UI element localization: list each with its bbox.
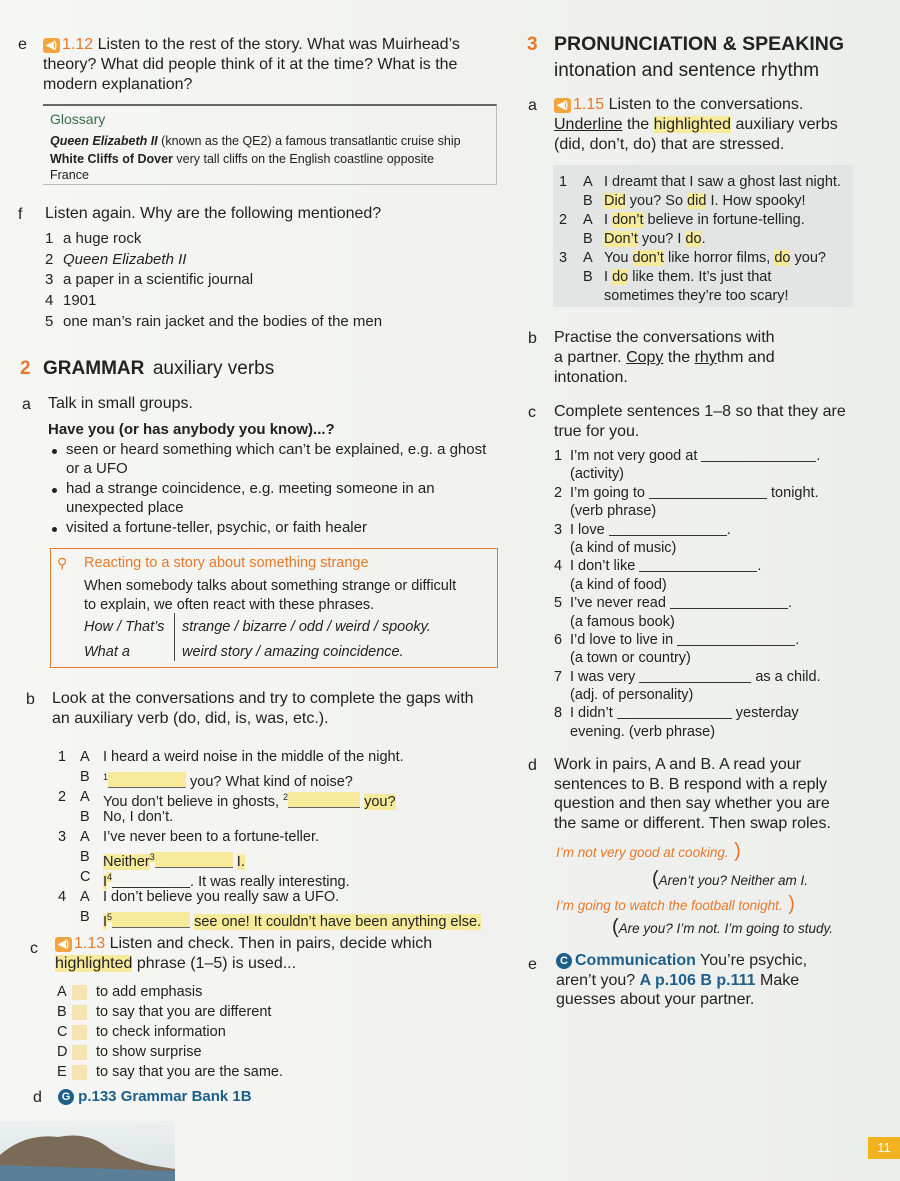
grammar-bullets (48, 441, 503, 538)
answer-box[interactable] (72, 1025, 87, 1040)
answer-box[interactable] (72, 1045, 87, 1060)
reacting-right-1: strange / bizarre / odd / weird / spooky. (182, 619, 431, 635)
reacting-divider (174, 613, 175, 661)
e-line-1: Listen to the rest of the story. What was Muirhead’s (97, 36, 460, 53)
grammar-b-instructions: Look at the conversations and try to complete the gaps with an auxiliary verb (do, did, is, was, etc.). (52, 690, 474, 727)
sentence-gap-4[interactable] (639, 557, 757, 572)
glossary-entry-2-cont: France (50, 168, 89, 182)
grammar-b-label: b (26, 691, 35, 708)
reacting-left-1: How / That’s (84, 619, 165, 635)
grammar-bank-link[interactable]: G p.133 Grammar Bank 1B (58, 1088, 252, 1105)
grammar-c-text: ◀) 1.13 Listen and check. Then in pairs, decide which highlighted phrase (1–5) is used... (55, 935, 433, 972)
b-page-link[interactable]: B p.111 (700, 971, 756, 989)
conv-4b: B $I^5$ see one! It couldn’t have been anything else. (80, 909, 482, 930)
pron-e-label: e (528, 956, 537, 973)
glossary-box (43, 104, 497, 185)
page-number: 11 (868, 1137, 900, 1159)
sentence-gap-6[interactable] (677, 631, 795, 646)
audio-icon[interactable]: ◀) (43, 38, 60, 53)
pron-b-text: Practise the conversations with a partner. Copy the rhythm and intonation. (554, 329, 775, 386)
speech-bubble-b2: (Are you? I’m not. I’m going to study. (612, 916, 834, 938)
grammar-c-label: c (30, 940, 38, 957)
conversation-box (553, 165, 853, 307)
grammar-a-label: a (22, 396, 31, 413)
audio-icon[interactable]: ◀) (55, 937, 72, 952)
e-line-3: modern explanation? (43, 76, 193, 93)
sentence-gap-7[interactable] (639, 668, 751, 683)
answer-box[interactable] (72, 1005, 87, 1020)
textbook-page: e ◀) 1.12 Listen to the rest of the story. What was Muirhead’s theory? What did people think of it at the time? What is the modern explanation? Glossary Queen Elizabeth II (known as the QE2) a famous transatlantic cruise ship White Cliffs of Dover very tall cliffs on the English coastline opposite France f Listen again. Why are the following mentioned? 1 a huge rock 2 Queen Elizabeth II 3 a paper in a scientific journal 4 1901 5 one man’s rain jacket and the bodies of the men 2 GRAMMAR auxiliary verbs a Talk in small groups. Have you (or has anybody you know)...? seen or heard something which can’t be explained, e.g. a ghost or a UFO had a strange coincidence, e.g. meeting someone in an unexpected place visited a fortune-teller, psychic, or faith healer ⚲ Reacting to a story about something strange When somebody talks about something strange or difficult to explain, we often react with these phrases. How / That’s What a strange / bizarre / odd / weird / spooky. weird story / amazing coincidence. b Look at the conversations and try to complete the gaps with an auxiliary verb (do, did, is, was, etc.). 1 A I heard a weird noise in the middle of the night. B $^1$ you? What kind of noise? 2 A You don’t believe in ghosts, $^2$ you? B No, I don’t. 3 A I’ve never been to a fortune-teller. B Neither$^3$ I. C $I^4$ . It was really interesting. 4 A I don’t believe you really saw a UFO. B $I^5$ see one! It couldn’t have been anything else. c ◀) 1.13 Listen and check. Then in pairs, decide which highlighted phrase (1–5) is used... A to add emphasis B to say that you are different C to check information D to show surprise E to say that you are the same. d G p.133 Grammar Bank 1B 3 PRONUNCIATION & SPEAKING intonation and sentence rhythm a ◀) 1.15 Listen to the conversations. Underline the highlighted auxiliary verbs (did, don’t, do) that are stressed. 1 A I dreamt that I saw a ghost last night. B Did you? So did I. How spooky! 2 A I don’t believe in fortune-telling. B Don’t you? I do. 3 A You don’t like horror films, do you? B I do like them. It’s just that sometimes they’re too scary! b Practise the conversations with a partner. Copy the rhythm and intonation. c Complete sentences 1–8 so that they are true for you. 1 I’m not very good at . (activity) 2 I’m going to tonight. (verb phrase) 3 I love . (a kind of music) 4 I don’t like . (a kind of food) 5 I’ve never read . (a famous book) 6 I’d love to live in . (a town or country) 7 I was very as a child. (adj. of personality) 8 I didn’t yesterday evening. (verb phrase) d Work in pairs, A and B. A read your sentences to B. B respond with a reply question and then say whether you are the same or different. Then swap roles. I’m not very good at cooking. ) (Aren’t you? Neither am I. I’m going to watch the football tonight. ) (Are you? I’m not. I’m going to study. e C Communication You’re psychic, aren’t you? A p.106 B p.111 Make guesses about your partner. 11 (0, 0, 900, 1181)
pron-a-label: a (528, 97, 537, 114)
conv-1b: B $^1$ you? What kind of noise? (80, 769, 353, 790)
exercise-f-label: f (18, 206, 23, 223)
e-line-2: theory? What did people think of it at the time? What is the (43, 56, 458, 73)
speech-bubble-b1: (Aren’t you? Neither am I. (652, 868, 808, 890)
exercise-e-text (43, 35, 513, 95)
search-icon: ⚲ (57, 555, 68, 571)
gap-4[interactable] (112, 873, 190, 888)
conv-4a: 4 A I don’t believe you really saw a UFO. (58, 889, 340, 905)
sentence-gap-5[interactable] (670, 594, 788, 609)
audio-track: 1.12 (62, 36, 94, 53)
pronunciation-subtitle: intonation and sentence rhythm (554, 60, 820, 81)
reacting-left-2: What a (84, 644, 130, 660)
answer-box[interactable] (72, 1065, 87, 1080)
island-photo (0, 1121, 175, 1181)
gap-5[interactable] (112, 912, 190, 928)
conv-3a: 3 A I’ve never been to a fortune-teller. (58, 829, 320, 845)
glossary-entry-1: Queen Elizabeth II (known as the QE2) a famous transatlantic cruise ship (50, 134, 461, 148)
conv-2a: 2 A You don’t believe in ghosts, $^2$ you? (58, 789, 396, 810)
exercise-e-label: e (18, 36, 27, 53)
grammar-bank-icon: G (58, 1089, 74, 1105)
gap-2[interactable] (288, 792, 360, 808)
pron-c-label: c (528, 404, 536, 421)
sentence-completion-list: 1 I’m not very good at . (activity) 2 I’m going to tonight. (verb phrase) 3 I love . (a kind of music) 4 I don’t like . (a kind of food) 5 I’ve never read . (a famous book) 6 I’d love to live in . (a town or country) 7 I was very as a child. (adj. of personality) 8 I didn’t yesterday evening. (verb phrase) (554, 448, 821, 740)
gap-1[interactable] (108, 772, 186, 788)
communication-icon: C (556, 953, 572, 969)
pron-d-text: Work in pairs, A and B. A read your sentences to B. B respond with a reply question and then say whether you are the same or different. Then swap roles. (554, 756, 831, 832)
a-page-link[interactable]: A p.106 (639, 971, 696, 989)
audio-icon[interactable]: ◀) (554, 98, 571, 113)
conversation-lines: 1 A I dreamt that I saw a ghost last night. B Did you? So did I. How spooky! 2 A I don’t believe in fortune-telling. B Don’t you? I do. 3 A You don’t like horror films, do you? B I do like them. It’s just that sometimes they’re too scary! (559, 174, 841, 304)
pron-e-text: C Communication You’re psychic, aren’t you? A p.106 B p.111 Make guesses about your partner. (556, 952, 808, 1008)
conv-2b: B No, I don’t. (80, 809, 174, 825)
conversation-gap-fill (58, 747, 508, 930)
pron-b-label: b (528, 330, 537, 347)
answer-box[interactable] (72, 985, 87, 1000)
grammar-heading: 2 GRAMMAR auxiliary verbs (20, 358, 275, 379)
pronunciation-heading: 3 PRONUNCIATION & SPEAKING (527, 33, 845, 55)
reacting-intro: When somebody talks about something strange or difficult to explain, we often react with these phrases. (84, 578, 457, 613)
gap-3[interactable] (155, 852, 233, 868)
glossary-entry-2: White Cliffs of Dover very tall cliffs on the English coastline opposite (50, 152, 434, 166)
exercise-f-text: Listen again. Why are the following mentioned? (45, 205, 382, 222)
conv-1a: 1 A I heard a weird noise in the middle of the night. (58, 749, 404, 765)
glossary-title: Glossary (50, 111, 106, 127)
grammar-a-text: Talk in small groups. (48, 395, 193, 412)
sentence-gap-3[interactable] (609, 521, 727, 536)
bullet-2: had a strange coincidence, e.g. meeting someone in an unexpected place (48, 480, 503, 517)
reacting-right-2: weird story / amazing coincidence. (182, 644, 404, 660)
sentence-gap-1[interactable] (701, 447, 816, 462)
grammar-question: Have you (or has anybody you know)...? (48, 421, 335, 438)
pron-a-text: ◀) 1.15 Listen to the conversations. Underline the highlighted auxiliary verbs (did, don’t, do) that are stressed. (554, 96, 838, 153)
sentence-gap-2[interactable] (649, 484, 767, 499)
sentence-gap-8[interactable] (617, 704, 732, 719)
speech-bubble-a1: I’m not very good at cooking. ) (556, 840, 741, 862)
speech-bubble-a2: I’m going to watch the football tonight. ) (556, 893, 795, 915)
reacting-box (50, 548, 498, 668)
pron-c-text: Complete sentences 1–8 so that they are true for you. (554, 403, 846, 440)
pron-d-label: d (528, 757, 537, 774)
conv-3b: B Neither$^3$ I. (80, 849, 245, 870)
conv-3c: C $I^4$ . It was really interesting. (80, 869, 350, 890)
bullet-3: visited a fortune-teller, psychic, or faith healer (48, 519, 503, 538)
grammar-d-label: d (33, 1089, 42, 1106)
reacting-title: Reacting to a story about something strange (84, 555, 369, 571)
bullet-1: seen or heard something which can’t be explained, e.g. a ghost or a UFO (48, 441, 503, 478)
